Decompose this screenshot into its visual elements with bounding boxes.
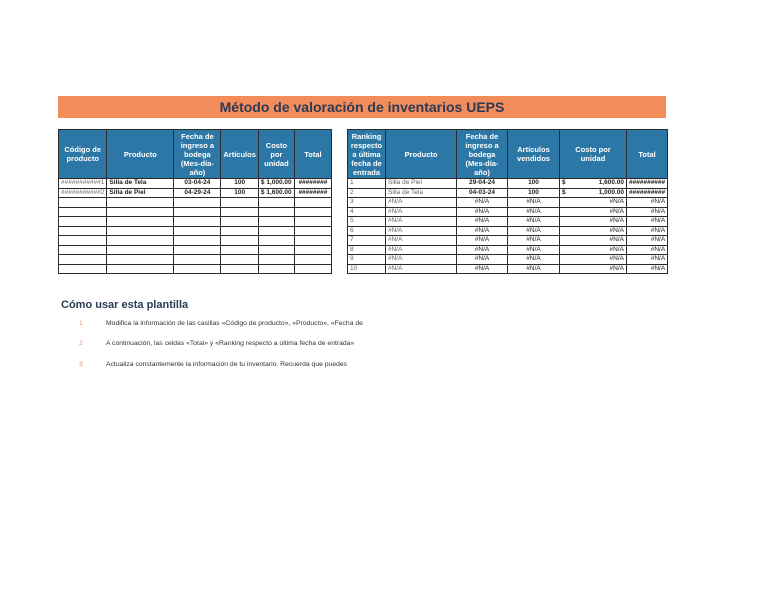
table-cell[interactable]	[107, 245, 174, 255]
column-header: Costo por unidad	[560, 130, 627, 179]
table-cell[interactable]	[560, 264, 627, 274]
table-cell[interactable]: #N/A	[627, 245, 668, 255]
table-cell[interactable]	[59, 226, 107, 236]
currency-symbol: $	[562, 179, 566, 186]
table-cell[interactable]: ##########	[627, 179, 668, 189]
table-row	[348, 226, 668, 236]
table-cell[interactable]: #N/A	[627, 198, 668, 208]
table-cell[interactable]: #N/A	[508, 255, 560, 265]
table-cell[interactable]: #N/A	[386, 255, 457, 265]
step-number: 2	[79, 340, 83, 347]
table-cell[interactable]	[294, 198, 331, 208]
column-header: Artículos	[221, 130, 259, 179]
column-header: Total	[294, 130, 331, 179]
table-cell[interactable]	[221, 236, 259, 246]
cost-value	[562, 198, 624, 207]
table-cell[interactable]: #N/A	[386, 226, 457, 236]
table-cell[interactable]	[174, 207, 221, 217]
column-header: Producto	[386, 130, 457, 179]
step-text: Modifica la información de las casillas «Código de producto», «Producto», «Fecha de	[106, 320, 363, 327]
table-cell[interactable]	[59, 207, 107, 217]
table-cell[interactable]: ########	[294, 188, 331, 198]
step-text: Actualiza constantemente la información de tu inventario. Recuerda que puedes	[106, 361, 348, 368]
table-cell[interactable]: #N/A	[508, 226, 560, 236]
table-cell[interactable]	[174, 255, 221, 265]
table-cell[interactable]	[59, 255, 107, 265]
table-cell[interactable]	[258, 207, 294, 217]
table-row	[348, 188, 668, 198]
table-cell[interactable]	[294, 217, 331, 227]
table-cell[interactable]	[174, 198, 221, 208]
currency-symbol: $	[562, 188, 566, 196]
result-table-header-row	[348, 130, 668, 179]
table-row	[59, 255, 332, 265]
table-cell[interactable]: 9	[348, 255, 386, 265]
cost-value	[562, 255, 624, 264]
table-cell[interactable]: 04-29-24	[174, 188, 221, 198]
table-row	[348, 179, 668, 189]
table-cell[interactable]	[560, 179, 627, 189]
table-cell[interactable]: 5	[348, 217, 386, 227]
table-cell[interactable]	[174, 217, 221, 227]
table-cell[interactable]: 6	[348, 226, 386, 236]
table-cell[interactable]	[560, 255, 627, 265]
table-cell[interactable]	[294, 207, 331, 217]
table-row	[348, 245, 668, 255]
table-cell[interactable]: #N/A	[627, 207, 668, 217]
table-cell[interactable]	[221, 207, 259, 217]
table-cell[interactable]	[560, 217, 627, 227]
cost-amount: #N/A	[609, 217, 624, 224]
table-cell[interactable]	[258, 217, 294, 227]
table-cell[interactable]: ########	[294, 179, 331, 189]
table-cell[interactable]	[221, 198, 259, 208]
table-cell[interactable]	[221, 217, 259, 227]
inventory-entry-table	[58, 129, 332, 274]
table-cell[interactable]: #N/A	[457, 245, 508, 255]
title-banner	[58, 96, 666, 118]
table-cell[interactable]: Silla de Piel	[386, 179, 457, 189]
table-cell[interactable]: #N/A	[457, 217, 508, 227]
column-header: Fecha de ingreso a bodega (Mes-día-año)	[457, 130, 508, 179]
table-cell[interactable]	[107, 217, 174, 227]
table-cell[interactable]: 100	[221, 188, 259, 198]
table-cell[interactable]: #N/A	[508, 198, 560, 208]
table-cell[interactable]	[107, 226, 174, 236]
table-cell[interactable]	[107, 255, 174, 265]
table-cell[interactable]: #N/A	[386, 217, 457, 227]
table-cell[interactable]	[174, 245, 221, 255]
column-header: Artículos vendidos	[508, 130, 560, 179]
table-cell[interactable]: 3	[348, 198, 386, 208]
table-row	[59, 264, 332, 274]
cost-value	[562, 236, 624, 245]
table-row	[59, 207, 332, 217]
cost-amount: #N/A	[609, 245, 624, 253]
table-cell[interactable]	[560, 188, 627, 198]
table-cell[interactable]	[294, 264, 331, 274]
table-cell[interactable]: #N/A	[386, 198, 457, 208]
cost-amount: #N/A	[609, 255, 624, 262]
table-cell[interactable]: ###########1	[59, 179, 107, 189]
table-cell[interactable]	[174, 226, 221, 236]
table-cell[interactable]: #N/A	[508, 217, 560, 227]
table-cell[interactable]: 100	[221, 179, 259, 189]
table-row	[59, 217, 332, 227]
table-cell[interactable]: ##########	[627, 188, 668, 198]
step-number: 3	[79, 361, 83, 368]
cost-amount: #N/A	[609, 236, 624, 243]
table-cell[interactable]: #N/A	[457, 226, 508, 236]
table-cell[interactable]: #N/A	[627, 226, 668, 236]
cost-value	[562, 179, 624, 188]
table-cell[interactable]: 29-04-24	[457, 179, 508, 189]
table-cell[interactable]	[59, 264, 107, 274]
table-cell[interactable]: 04-03-24	[457, 188, 508, 198]
table-cell[interactable]: ###########2	[59, 188, 107, 198]
table-cell[interactable]: 2	[348, 188, 386, 198]
cost-amount: #N/A	[609, 207, 624, 215]
entry-table-header-row	[59, 130, 332, 179]
ueps-result-table	[347, 129, 668, 274]
table-cell[interactable]: 8	[348, 245, 386, 255]
table-cell[interactable]: 7	[348, 236, 386, 246]
table-cell[interactable]: #N/A	[508, 245, 560, 255]
table-cell[interactable]: Silla de Tela	[107, 179, 174, 189]
table-row	[59, 198, 332, 208]
column-header: Total	[627, 130, 668, 179]
column-header: Fecha de ingreso a bodega (Mes-día-año)	[174, 130, 221, 179]
table-cell[interactable]: #N/A	[386, 264, 457, 274]
table-cell[interactable]: 100	[508, 188, 560, 198]
table-cell[interactable]: 03-04-24	[174, 179, 221, 189]
cost-value	[562, 246, 624, 255]
table-cell[interactable]	[221, 255, 259, 265]
table-cell[interactable]: #N/A	[627, 264, 668, 274]
table-cell[interactable]: #N/A	[627, 255, 668, 265]
table-row	[348, 207, 668, 217]
cost-amount: #N/A	[609, 264, 624, 272]
table-cell[interactable]	[59, 198, 107, 208]
cost-amount: 1,600.00	[598, 179, 624, 186]
table-cell[interactable]	[560, 226, 627, 236]
table-cell[interactable]: 10	[348, 264, 386, 274]
table-cell[interactable]: $ 1,000.00	[258, 179, 294, 189]
table-cell[interactable]: Silla de Piel	[107, 188, 174, 198]
table-cell[interactable]	[59, 236, 107, 246]
table-cell[interactable]	[294, 226, 331, 236]
table-cell[interactable]: #N/A	[457, 236, 508, 246]
table-row	[59, 245, 332, 255]
table-row	[59, 226, 332, 236]
table-cell[interactable]	[221, 245, 259, 255]
cost-value	[562, 227, 624, 236]
table-cell[interactable]	[59, 217, 107, 227]
table-cell[interactable]: 1	[348, 179, 386, 189]
table-cell[interactable]	[258, 245, 294, 255]
cost-amount: #N/A	[609, 198, 624, 205]
table-cell[interactable]	[221, 226, 259, 236]
table-row	[348, 236, 668, 246]
table-row	[59, 188, 332, 198]
cost-amount: #N/A	[609, 226, 624, 234]
table-cell[interactable]	[258, 255, 294, 265]
table-cell[interactable]	[107, 198, 174, 208]
table-row	[348, 198, 668, 208]
table-cell[interactable]	[174, 264, 221, 274]
table-cell[interactable]	[560, 245, 627, 255]
table-cell[interactable]	[107, 236, 174, 246]
table-cell[interactable]	[560, 198, 627, 208]
table-cell[interactable]: #N/A	[457, 207, 508, 217]
table-cell[interactable]: #N/A	[508, 207, 560, 217]
cost-value	[562, 208, 624, 217]
table-cell[interactable]: #N/A	[508, 264, 560, 274]
cost-value	[562, 217, 624, 226]
table-cell[interactable]	[59, 245, 107, 255]
table-cell[interactable]: #N/A	[457, 255, 508, 265]
table-cell[interactable]: Silla de Tela	[386, 188, 457, 198]
column-header: Código de producto	[59, 130, 107, 179]
table-cell[interactable]: 100	[508, 179, 560, 189]
table-cell[interactable]: #N/A	[627, 236, 668, 246]
table-row	[59, 236, 332, 246]
table-row	[348, 264, 668, 274]
table-cell[interactable]	[107, 207, 174, 217]
table-cell[interactable]	[258, 264, 294, 274]
table-cell[interactable]: #N/A	[386, 207, 457, 217]
table-cell[interactable]	[258, 226, 294, 236]
table-cell[interactable]	[294, 236, 331, 246]
cost-amount: 1,000.00	[598, 188, 624, 196]
cost-value	[562, 265, 624, 274]
table-row	[348, 217, 668, 227]
table-cell[interactable]: #N/A	[457, 264, 508, 274]
table-cell[interactable]: #N/A	[508, 236, 560, 246]
table-cell[interactable]	[221, 264, 259, 274]
table-cell[interactable]: #N/A	[627, 217, 668, 227]
table-cell[interactable]	[107, 264, 174, 274]
table-cell[interactable]	[294, 255, 331, 265]
step-number: 1	[79, 320, 83, 327]
table-cell[interactable]	[174, 236, 221, 246]
page-title: Método de valoración de inventarios UEPS	[219, 99, 505, 115]
table-cell[interactable]: #N/A	[386, 245, 457, 255]
table-cell[interactable]: $ 1,600.00	[258, 188, 294, 198]
table-cell[interactable]: 4	[348, 207, 386, 217]
table-row	[348, 255, 668, 265]
step-text: A continuación, las celdas «Total» y «Ranking respecto a última fecha de entrada»	[106, 340, 355, 347]
table-cell[interactable]	[258, 236, 294, 246]
column-header: Producto	[107, 130, 174, 179]
howto-heading: Cómo usar esta plantilla	[61, 299, 189, 311]
table-cell[interactable]: #N/A	[386, 236, 457, 246]
table-cell[interactable]	[560, 236, 627, 246]
table-cell[interactable]	[294, 245, 331, 255]
column-header: Ranking respecto a última fecha de entrada	[348, 130, 386, 179]
column-header: Costo por unidad	[258, 130, 294, 179]
table-cell[interactable]: #N/A	[457, 198, 508, 208]
table-cell[interactable]	[560, 207, 627, 217]
table-row	[59, 179, 332, 189]
table-cell[interactable]	[258, 198, 294, 208]
cost-value	[562, 189, 624, 198]
